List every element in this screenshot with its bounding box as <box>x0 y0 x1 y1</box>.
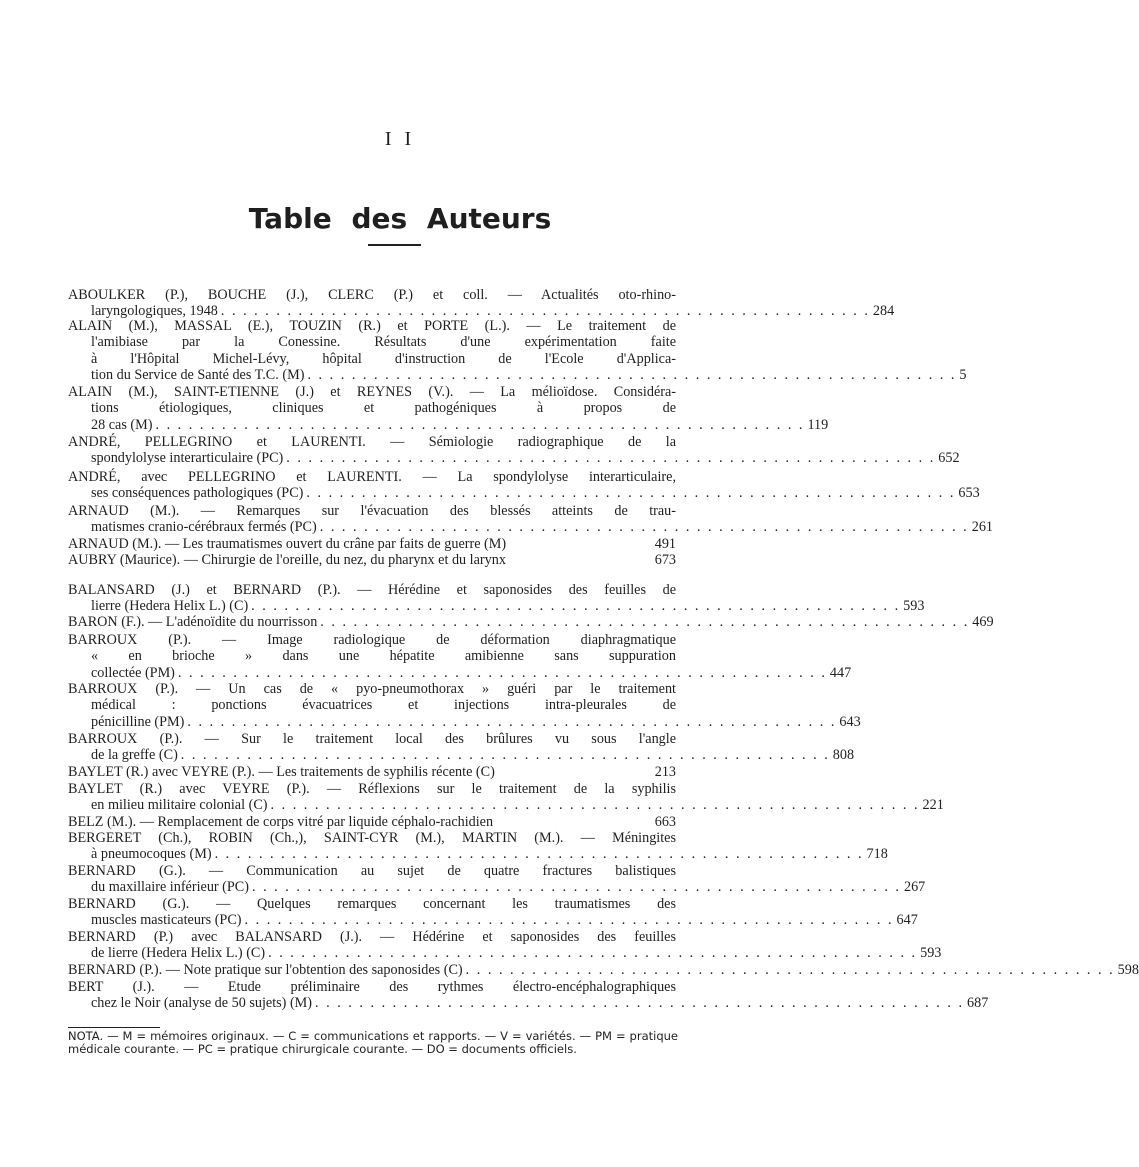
leader-dots: . . . . . . . . . . . . . . . . . . . . . . . . . . . . . . . . . . . . . . . . . . . . . . . . . . . . . . . . . . . <box>187 713 837 730</box>
index-entry <box>68 384 829 433</box>
entry-final-line: du maxillaire inférieur (PC) <box>91 879 249 896</box>
entry-final-line: de lierre (Hedera Helix L.) (C) <box>91 945 266 962</box>
entry-author-line: BALANSARD (J.) et BERNARD (P.). — Hérédine et saponosides des feuilles de <box>68 582 676 598</box>
leader-dots: . . . . . . . . . . . . . . . . . . . . . . . . . . . . . . . . . . . . . . . . . . . . . . . . . . . . . . . . . . . <box>180 747 830 764</box>
entry-author-line: BERNARD (P.) avec BALANSARD (J.). — Hédérine et saponosides des feuilles <box>68 929 676 945</box>
title-underline <box>368 244 421 246</box>
entry-text: ARNAUD (M.). — Les traumatismes ouvert du crâne par faits de guerre (M) <box>68 536 507 552</box>
entry-author-line: BARROUX (P.). — Un cas de « pyo-pneumothorax » guéri par le traitement <box>68 681 676 697</box>
index-entry <box>68 582 925 615</box>
entry-author-line: BARROUX (P.). — Image radiologique de déformation diaphragmatique <box>68 632 676 648</box>
entry-final-line: ses conséquences pathologiques (PC) <box>91 485 304 502</box>
entry-final-line: spondylolyse interarticulaire (PC) <box>91 450 284 467</box>
footnote: NOTA. — M = mémoires originaux. — C = communications et rapports. — V = variétés. — PM = pratique médicale courante. — PC = pratique chirurgicale courante. — DO = documents officiels. <box>68 1029 678 1056</box>
entry-final-line: muscles masticateurs (PC) <box>91 912 242 929</box>
page-number: 5 <box>959 366 967 383</box>
entry-final-line: de la greffe (C) <box>91 747 178 764</box>
leader-dots: . . . . . . . . . . . . . . . . . . . . . . . . . . . . . . . . . . . . . . . . . . . . . . . . . . . . . . . . . . . <box>268 945 918 962</box>
entry-author-line: BERNARD (G.). — Communication au sujet de quatre fractures balistiques <box>68 863 676 879</box>
index-entry <box>68 536 676 552</box>
leader-dots: . . . . . . . . . . . . . . . . . . . . . . . . . . . . . . . . . . . . . . . . . . . . . . . . . . . . . . . . . . . <box>251 598 901 615</box>
index-entry <box>68 814 676 830</box>
page-number: 267 <box>903 879 926 896</box>
entry-text: AUBRY (Maurice). — Chirurgie de l'oreille, du nez, du pharynx et du larynx <box>68 552 506 568</box>
page-number: 469 <box>972 614 994 630</box>
leader-dots: . . . . . . . . . . . . . . . . . . . . . . . . . . . . . . . . . . . . . . . . . . . . . . . . . . . . . . . . . . . <box>286 450 936 467</box>
entry-author-line: ALAIN (M.), MASSAL (E.), TOUZIN (R.) et PORTE (L.). — Le traitement de <box>68 318 676 334</box>
page-number: 653 <box>958 485 980 502</box>
index-entry <box>68 863 926 896</box>
index-entry <box>68 896 918 929</box>
entry-final-line: collectée (PM) <box>91 664 175 681</box>
leader-dots: . . . . . . . . . . . . . . . . . . . . . . . . . . . . . . . . . . . . . . . . . . . . . . . . . . . . . . . . . . . <box>251 879 901 896</box>
index-entry <box>68 830 888 863</box>
entry-continuation-line: « en brioche » dans une hépatite amibienne sans suppuration <box>91 648 676 665</box>
entry-author-line: ALAIN (M.), SAINT-ETIENNE (J.) et REYNES (V.). — La mélioïdose. Considéra- <box>68 384 676 400</box>
entry-author-line: BERT (J.). — Etude préliminaire des rythmes électro-encéphalographiques <box>68 979 676 995</box>
entry-final-line: matismes cranio-cérébraux fermés (PC) <box>91 519 317 536</box>
leader-dots: . . . . . . . . . . . . . . . . . . . . . . . . . . . . . . . . . . . . . . . . . . . . . . . . . . . . . . . . . . . <box>244 912 894 929</box>
entry-author-line: BERNARD (G.). — Quelques remarques concernant les traumatismes des <box>68 896 676 912</box>
leader-dots: . . . . . . . . . . . . . . . . . . . . . . . . . . . . . . . . . . . . . . . . . . . . . . . . . . . . . . . . . . . <box>465 962 1115 978</box>
page-number: 643 <box>839 713 861 730</box>
entry-author-line: ARNAUD (M.). — Remarques sur l'évacuation des blessés atteints de trau- <box>68 503 676 519</box>
leader-dots: . . . . . . . . . . . . . . . . . . . . . . . . . . . . . . . . . . . . . . . . . . . . . . . . . . . . . . . . . . . <box>315 995 964 1012</box>
page-number: 598 <box>1117 962 1139 978</box>
entry-author-line: ANDRÉ, avec PELLEGRINO et LAURENTI. — La spondylolyse interarticulaire, <box>68 469 676 485</box>
index-entry <box>68 681 861 730</box>
page-number: 491 <box>654 536 676 552</box>
entry-text: BAYLET (R.) avec VEYRE (P.). — Les traitements de syphilis récente (C) <box>68 764 495 780</box>
page-number: 808 <box>832 747 855 764</box>
entry-author-line: BARROUX (P.). — Sur le traitement local des brûlures vu sous l'angle <box>68 731 676 747</box>
page-number: 213 <box>654 764 676 780</box>
leader-dots: . . . . . . . . . . . . . . . . . . . . . . . . . . . . . . . . . . . . . . . . . . . . . . . . . . . . . . . . . . . <box>155 416 805 433</box>
index-entry <box>68 469 980 502</box>
entry-text: BARON (F.). — L'adénoïdite du nourrisson <box>68 614 318 630</box>
page-number: 652 <box>938 450 960 467</box>
entry-continuation-line: médical : ponctions évacuatrices et injections intra-pleurales de <box>91 697 676 714</box>
entry-final-line: tion du Service de Santé des T.C. (M) <box>91 366 305 383</box>
page-number: 221 <box>922 797 944 814</box>
page-number: 718 <box>866 846 888 863</box>
entry-final-line: lierre (Hedera Helix L.) (C) <box>91 598 249 615</box>
leader-dots: . . . . . . . . . . . . . . . . . . . . . . . . . . . . . . . . . . . . . . . . . . . . . . . . . . . . . . . . . . . <box>320 614 970 630</box>
entry-final-line: pénicilline (PM) <box>91 713 185 730</box>
index-entry <box>68 552 676 568</box>
leader-dots: . . . . . . . . . . . . . . . . . . . . . . . . . . . . . . . . . . . . . . . . . . . . . . . . . . . . . . . . . . . <box>270 797 920 814</box>
index-entry <box>68 781 944 814</box>
entry-final-line: laryngologiques, 1948 <box>91 303 218 320</box>
index-entry <box>68 632 852 681</box>
entry-final-line: chez le Noir (analyse de 50 sujets) (M) <box>91 995 313 1012</box>
entry-continuation-line: tions étiologiques, cliniques et pathogéniques à propos de <box>91 400 676 417</box>
footnote-divider <box>68 1027 160 1028</box>
leader-dots: . . . . . . . . . . . . . . . . . . . . . . . . . . . . . . . . . . . . . . . . . . . . . . . . . . . . . . . . . . . <box>220 303 870 320</box>
leader-dots: . . . . . . . . . . . . . . . . . . . . . . . . . . . . . . . . . . . . . . . . . . . . . . . . . . . . . . . . . . . <box>177 664 827 681</box>
index-entry <box>68 962 1139 978</box>
entry-author-line: BERGERET (Ch.), ROBIN (Ch.,), SAINT-CYR (M.), MARTIN (M.). — Méningites <box>68 830 676 846</box>
leader-dots: . . . . . . . . . . . . . . . . . . . . . . . . . . . . . . . . . . . . . . . . . . . . . . . . . . . . . . . . . . . <box>307 366 957 383</box>
page-number: 119 <box>807 416 829 433</box>
index-entry <box>68 287 895 320</box>
leader-dots: . . . . . . . . . . . . . . . . . . . . . . . . . . . . . . . . . . . . . . . . . . . . . . . . . . . . . . . . . . . <box>214 846 864 863</box>
entry-continuation-line: à l'Hôpital Michel-Lévy, hôpital d'instruction de l'Ecole d'Applica- <box>91 350 676 367</box>
entry-continuation-line: l'amibiase par la Conessine. Résultats d'une expérimentation faite <box>91 334 676 351</box>
entry-final-line: à pneumocoques (M) <box>91 846 212 863</box>
entry-final-line: 28 cas (M) <box>91 416 153 433</box>
index-entry <box>68 318 967 383</box>
page-number: 284 <box>872 303 895 320</box>
index-entry <box>68 764 676 780</box>
page-number: 687 <box>967 995 989 1012</box>
page-number: 447 <box>829 664 852 681</box>
entry-text: BELZ (M.). — Remplacement de corps vitré par liquide céphalo-rachidien <box>68 814 494 830</box>
section-number: I I <box>384 128 416 150</box>
entry-author-line: ANDRÉ, PELLEGRINO et LAURENTI. — Sémiologie radiographique de la <box>68 434 676 450</box>
page-number: 663 <box>654 814 676 830</box>
index-entry <box>68 434 960 467</box>
page-number: 593 <box>920 945 942 962</box>
leader-dots: . . . . . . . . . . . . . . . . . . . . . . . . . . . . . . . . . . . . . . . . . . . . . . . . . . . . . . . . . . . <box>319 519 969 536</box>
page-number: 593 <box>903 598 925 615</box>
entry-author-line: ABOULKER (P.), BOUCHE (J.), CLERC (P.) et coll. — Actualités oto-rhino- <box>68 287 676 303</box>
entry-final-line: en milieu militaire colonial (C) <box>91 797 268 814</box>
leader-dots: . . . . . . . . . . . . . . . . . . . . . . . . . . . . . . . . . . . . . . . . . . . . . . . . . . . . . . . . . . . <box>306 485 956 502</box>
index-entry <box>68 503 993 536</box>
index-entry <box>68 929 942 962</box>
page-number: 673 <box>654 552 676 568</box>
page-title: Table des Auteurs <box>248 202 552 235</box>
index-entry <box>68 731 855 764</box>
page-number: 647 <box>896 912 918 929</box>
page-number: 261 <box>971 519 993 536</box>
index-entry <box>68 979 989 1012</box>
entry-author-line: BAYLET (R.) avec VEYRE (P.). — Réflexions sur le traitement de la syphilis <box>68 781 676 797</box>
index-entry <box>68 614 994 630</box>
entry-text: BERNARD (P.). — Note pratique sur l'obtention des saponosides (C) <box>68 962 463 978</box>
